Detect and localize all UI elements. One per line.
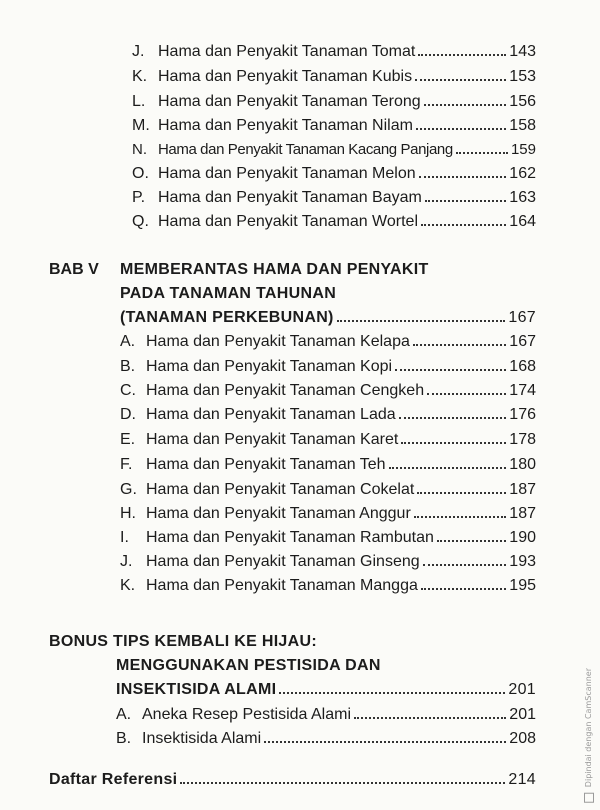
- references-title: Daftar Referensi: [49, 771, 178, 788]
- entry-page: 153: [509, 68, 536, 85]
- entry-title: Hama dan Penyakit Tanaman Mangga: [146, 577, 418, 594]
- toc-entry: [120, 528, 536, 548]
- chapter-title-line3: (TANAMAN PERKEBUNAN): [120, 309, 334, 326]
- entry-title: Hama dan Penyakit Tanaman Melon: [158, 165, 416, 182]
- entry-letter: D.: [120, 406, 136, 423]
- toc-entry: [132, 140, 536, 160]
- entry-letter: G.: [120, 481, 137, 498]
- toc-entry: [132, 212, 536, 232]
- entry-letter: J.: [132, 43, 145, 60]
- entry-letter: I.: [120, 529, 129, 546]
- entry-title: Hama dan Penyakit Tanaman Rambutan: [146, 529, 434, 546]
- entry-page: 159: [510, 141, 536, 158]
- entry-letter: F.: [120, 456, 133, 473]
- toc-entry: [120, 480, 536, 500]
- entry-letter: J.: [120, 553, 133, 570]
- entry-page: 174: [509, 382, 536, 399]
- toc-entry: [116, 729, 536, 749]
- entry-letter: A.: [120, 333, 136, 350]
- entry-letter: K.: [120, 577, 136, 594]
- entry-letter: P.: [132, 189, 146, 206]
- chapter-title-entry: [120, 308, 536, 328]
- dot-leader: [401, 442, 506, 444]
- entry-page: 187: [509, 505, 536, 522]
- bonus-title-line1: BONUS TIPS KEMBALI KE HIJAU:: [49, 633, 317, 650]
- dot-leader: [337, 320, 506, 322]
- entry-page: 176: [509, 406, 536, 423]
- entry-page: 162: [509, 165, 536, 182]
- entry-letter: H.: [120, 505, 136, 522]
- entry-page: 156: [509, 93, 536, 110]
- dot-leader: [279, 692, 505, 694]
- dot-leader: [417, 492, 506, 494]
- entry-letter: E.: [120, 431, 136, 448]
- toc-entry: [132, 164, 536, 184]
- entry-title: Hama dan Penyakit Tanaman Kubis: [158, 68, 413, 85]
- entry-page: 195: [509, 577, 536, 594]
- dot-leader: [389, 467, 507, 469]
- entry-title: Hama dan Penyakit Tanaman Terong: [158, 93, 421, 110]
- entry-title: Hama dan Penyakit Tanaman Lada: [146, 406, 396, 423]
- toc-entry: [120, 455, 536, 475]
- entry-letter: Q.: [132, 213, 149, 230]
- dot-leader: [423, 564, 507, 566]
- entry-page: 201: [508, 681, 536, 698]
- entry-letter: A.: [116, 706, 132, 723]
- toc-entry: [132, 42, 536, 62]
- entry-title: Hama dan Penyakit Tanaman Teh: [146, 456, 386, 473]
- entry-page: 187: [509, 481, 536, 498]
- watermark-text: Dipindai dengan CamScanner: [584, 668, 593, 788]
- entry-page: 143: [509, 43, 536, 60]
- entry-page: 167: [508, 309, 536, 326]
- camscanner-icon: [584, 793, 594, 803]
- dot-leader: [264, 741, 506, 743]
- dot-leader: [180, 782, 505, 784]
- entry-title: Hama dan Penyakit Tanaman Bayam: [158, 189, 422, 206]
- scanner-watermark: [584, 668, 594, 803]
- entry-title: Aneka Resep Pestisida Alami: [142, 706, 351, 723]
- toc-entry: [132, 92, 536, 112]
- dot-leader: [419, 176, 507, 178]
- dot-leader: [415, 79, 506, 81]
- dot-leader: [399, 417, 507, 419]
- entry-page: 193: [509, 553, 536, 570]
- entry-letter: B.: [116, 730, 132, 747]
- entry-page: 167: [509, 333, 536, 350]
- toc-entry: [132, 67, 536, 87]
- entry-page: 190: [509, 529, 536, 546]
- toc-entry: [120, 552, 536, 572]
- chapter-title-line1: MEMBERANTAS HAMA DAN PENYAKIT: [120, 261, 429, 278]
- toc-entry: [120, 381, 536, 401]
- dot-leader: [437, 540, 506, 542]
- dot-leader: [424, 104, 507, 106]
- toc-entry: [120, 405, 536, 425]
- entry-title: Hama dan Penyakit Tanaman Wortel: [158, 213, 418, 230]
- entry-letter: O.: [132, 165, 149, 182]
- entry-title: Hama dan Penyakit Tanaman Anggur: [146, 505, 411, 522]
- toc-entry: [116, 705, 536, 725]
- entry-letter: B.: [120, 358, 136, 375]
- bonus-title-entry: [116, 680, 536, 700]
- entry-title: Insektisida Alami: [142, 730, 262, 747]
- entry-title: Hama dan Penyakit Tanaman Karet: [146, 431, 399, 448]
- dot-leader: [421, 588, 506, 590]
- entry-title: Hama dan Penyakit Tanaman Cokelat: [146, 481, 415, 498]
- bonus-title-line2: MENGGUNAKAN PESTISIDA DAN: [116, 657, 381, 674]
- toc-entry: [120, 357, 536, 377]
- entry-page: 164: [509, 213, 536, 230]
- entry-letter: C.: [120, 382, 136, 399]
- dot-leader: [456, 152, 508, 154]
- dot-leader: [395, 369, 506, 371]
- dot-leader: [427, 393, 506, 395]
- entry-title: Hama dan Penyakit Tanaman Kacang Panjang: [158, 141, 453, 158]
- chapter-title-line2: PADA TANAMAN TAHUNAN: [120, 285, 337, 302]
- entry-page: 168: [509, 358, 536, 375]
- toc-entry: [120, 430, 536, 450]
- entry-letter: M.: [132, 117, 150, 134]
- chapter-label: BAB V: [49, 261, 99, 278]
- entry-letter: L.: [132, 93, 146, 110]
- dot-leader: [418, 54, 506, 56]
- entry-page: 180: [509, 456, 536, 473]
- entry-page: 178: [509, 431, 536, 448]
- entry-title: Hama dan Penyakit Tanaman Tomat: [158, 43, 416, 60]
- dot-leader: [414, 516, 507, 518]
- entry-title: Hama dan Penyakit Tanaman Kopi: [146, 358, 393, 375]
- entry-page: 158: [509, 117, 536, 134]
- dot-leader: [354, 717, 506, 719]
- entry-page: 201: [509, 706, 536, 723]
- entry-title: Hama dan Penyakit Tanaman Cengkeh: [146, 382, 425, 399]
- dot-leader: [416, 128, 506, 130]
- entry-page: 208: [509, 730, 536, 747]
- entry-title: Hama dan Penyakit Tanaman Kelapa: [146, 333, 410, 350]
- bonus-title-line3: INSEKTISIDA ALAMI: [116, 681, 277, 698]
- toc-entry: [120, 504, 536, 524]
- entry-title: Hama dan Penyakit Tanaman Nilam: [158, 117, 413, 134]
- dot-leader: [413, 344, 506, 346]
- references-entry: [49, 770, 536, 790]
- toc-entry: [132, 188, 536, 208]
- entry-title: Hama dan Penyakit Tanaman Ginseng: [146, 553, 420, 570]
- entry-page: 214: [508, 771, 536, 788]
- dot-leader: [421, 224, 506, 226]
- toc-entry: [132, 116, 536, 136]
- entry-letter: K.: [132, 68, 148, 85]
- entry-page: 163: [509, 189, 536, 206]
- entry-letter: N.: [132, 141, 147, 158]
- dot-leader: [425, 200, 506, 202]
- toc-entry: [120, 576, 536, 596]
- toc-entry: [120, 332, 536, 352]
